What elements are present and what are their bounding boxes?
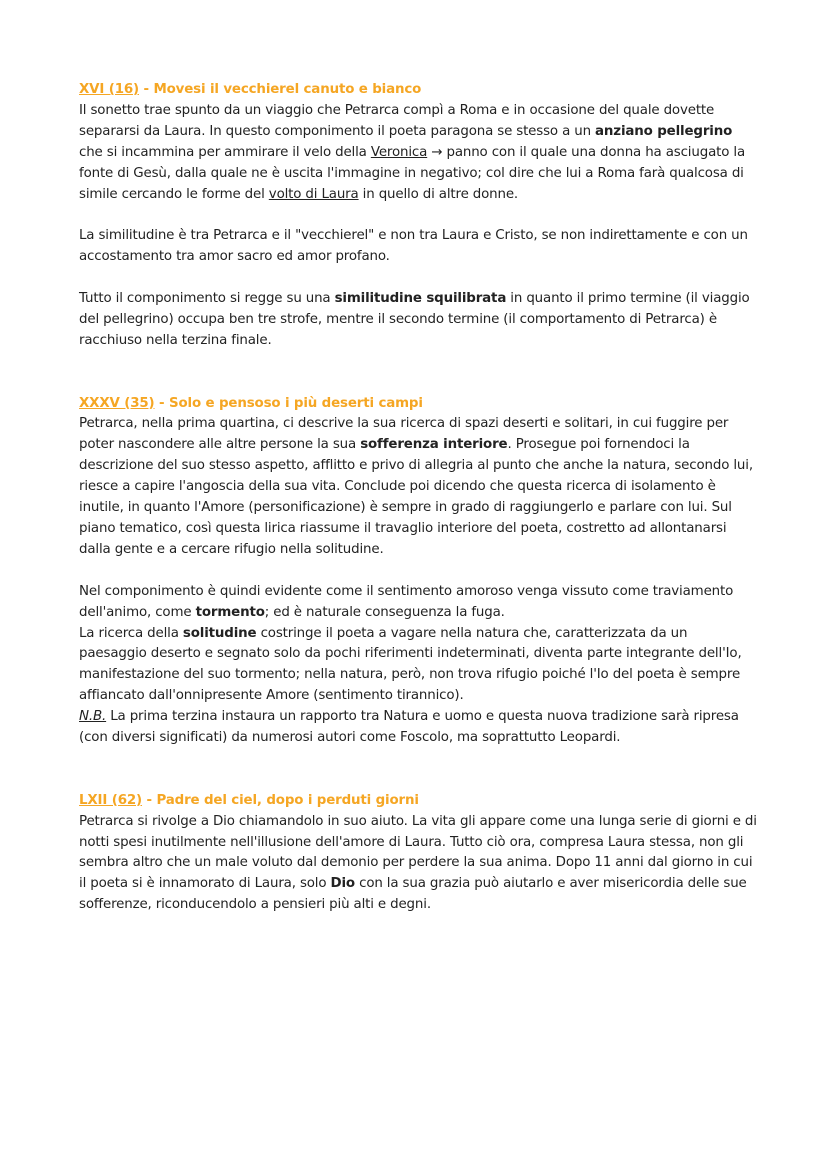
text-run: Nel componimento è quindi evidente come il sentimento amoroso venga vissuto come traviamento dell'animo, come xyxy=(79,583,734,620)
text-run: con la sua grazia può aiutarlo e aver misericordia delle sue sofferenze, riconducendolo a pensieri più alti e degni. xyxy=(79,876,747,913)
text-run: in quanto il primo termine (il viaggio del pellegrino) occupa ben tre strofe, mentre il secondo termine (il comportamento di Petrarca) è racchiuso nella terzina finale. xyxy=(79,291,750,348)
text-run: ; ed è naturale conseguenza la fuga. xyxy=(264,604,505,620)
underlined-text: volto di Laura xyxy=(268,186,359,202)
paragraph xyxy=(79,414,759,560)
text-run: La prima terzina instaura un rapporto tra Natura e uomo e questa nuova tradizione sarà ripresa (con diversi significati) da numerosi autori come Foscolo, ma soprattutto Leopardi. xyxy=(79,709,739,746)
section-lxii xyxy=(79,791,759,916)
text-run: in quello di altre donne. xyxy=(358,186,519,202)
bold-text: tormento xyxy=(195,604,265,620)
section-heading xyxy=(79,80,759,101)
sonnet-number: XVI (16) xyxy=(79,82,140,97)
text-run: . Prosegue poi fornendoci la descrizione del suo stesso aspetto, afflitto e privo di allegria al punto che anche la natura, secondo lui, riesce a capire l'angoscia della sua vita. Conclude poi dicendo che questa ricerca di isolamento è inutile, in quanto l'Amore (personificazione) è sempre in grado di raggiungerlo e parlare con lui. Sul piano tematico, così questa lirica riassume il travaglio interiore del poeta, costretto ad allontanarsi dalla gente e a cercare rifugio nella solitudine. xyxy=(79,437,753,557)
paragraph xyxy=(79,812,759,917)
paragraph: La similitudine è tra Petrarca e il "vecchierel" e non tra Laura e Cristo, se non indirettamente e con un accostamento tra amor sacro ed amor profano. xyxy=(79,228,748,265)
paragraph xyxy=(79,582,759,624)
paragraph xyxy=(79,624,759,708)
spacer xyxy=(79,268,759,289)
sonnet-title: - Solo e pensoso i più deserti campi xyxy=(154,395,423,411)
sonnet-title: - Movesi il vecchierel canuto e bianco xyxy=(139,82,422,97)
spacer xyxy=(79,749,759,791)
nota-bene-label: N.B. xyxy=(79,709,107,725)
text-run: Petrarca si rivolge a Dio chiamandolo in suo aiuto. La vita gli appare come una lunga serie di giorni e di notti spesi inutilmente nell'illusione dell'amore di Laura. Tutto ciò ora, compresa Laura stessa, non gli sembra altro che un male voluto dal demonio per perdere la sua anima. Dopo 11 anni dal giorno in cui il poeta si è innamorato di Laura, solo xyxy=(79,813,757,892)
paragraph xyxy=(79,289,759,352)
section-xvi xyxy=(79,80,759,352)
paragraph xyxy=(79,707,759,749)
spacer xyxy=(79,205,759,226)
section-heading xyxy=(79,394,759,415)
section-heading xyxy=(79,791,759,812)
bold-text: anziano pellegrino xyxy=(595,123,733,139)
paragraph xyxy=(79,101,759,206)
text-run: → panno con il quale una donna ha asciugato la fonte di Gesù, dalla quale ne è uscita l'immagine in negativo; col dire che lui a Roma farà qualcosa di simile cercando le forme del xyxy=(79,144,745,202)
sonnet-number: LXII (62) xyxy=(79,792,143,808)
bold-text: similitudine squilibrata xyxy=(334,291,507,307)
text-run: Tutto il componimento si regge su una xyxy=(79,291,335,307)
spacer xyxy=(79,561,759,582)
text-run: La ricerca della xyxy=(79,625,183,641)
text-run: che si incammina per ammirare il velo della xyxy=(79,144,371,160)
bold-text: solitudine xyxy=(182,625,257,641)
underlined-text: Veronica xyxy=(370,144,428,160)
text-run: Petrarca, nella prima quartina, ci descrive la sua ricerca di spazi deserti e solitari, in cui fuggire per poter nascondere alle altre persone la sua xyxy=(79,416,729,453)
section-xxxv xyxy=(79,394,759,749)
text-run: Il sonetto trae spunto da un viaggio che Petrarca compì a Roma e in occasione del quale dovette separarsi da Laura. In questo componimento il poeta paragona se stesso a un xyxy=(79,102,715,139)
bold-text: sofferenza interiore xyxy=(360,437,508,453)
sonnet-number: XXXV (35) xyxy=(79,395,155,411)
text-run: costringe il poeta a vagare nella natura che, caratterizzata da un paesaggio deserto e segnato solo da pochi riferimenti indeterminati, diventa parte integrante dell'Io, manifestazione del suo tormento; nella natura, però, non trova rifugio poiché l'Io del poeta è sempre affiancato dall'onnipresente Amore (sentimento tirannico). xyxy=(79,625,742,704)
spacer xyxy=(79,352,759,394)
sonnet-title: - Padre del ciel, dopo i perduti giorni xyxy=(142,792,419,808)
document-page xyxy=(79,80,759,916)
bold-text: Dio xyxy=(330,876,355,892)
